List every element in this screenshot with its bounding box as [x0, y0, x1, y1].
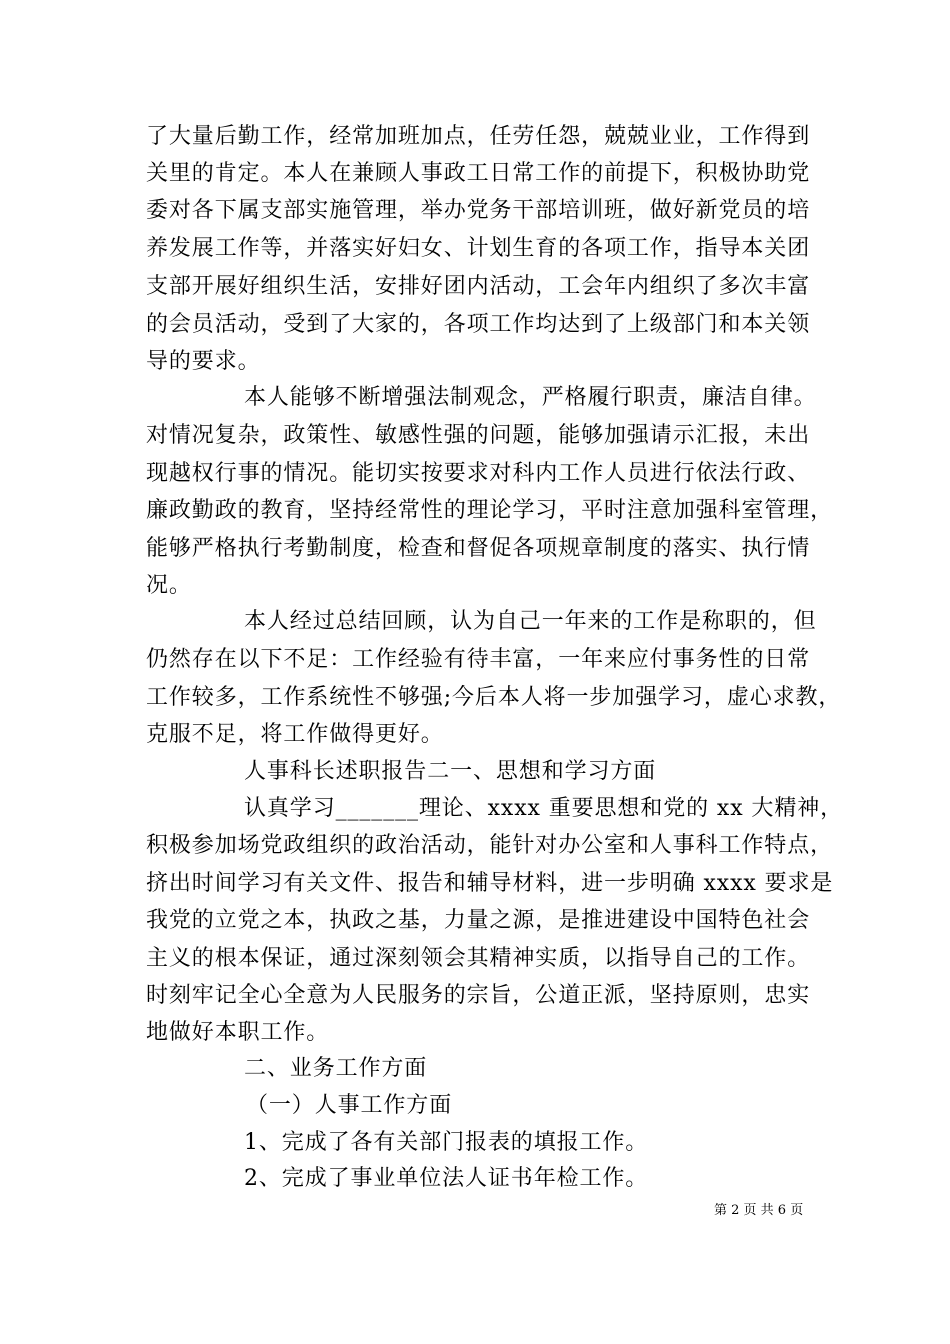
text-line: 工作较多，工作系统性不够强;今后本人将一步加强学习，虚心求教，	[146, 685, 842, 710]
section-heading: 人事科长述职报告二一、思想和学习方面	[244, 759, 657, 784]
text-line: 了大量后勤工作，经常加班加点，任劳任怨，兢兢业业，工作得到	[146, 124, 811, 149]
text-line: 廉政勤政的教育，坚持经常性的理论学习，平时注意加强科室管理，	[146, 498, 834, 523]
text-line: 时刻牢记全心全意为人民服务的宗旨，公道正派，坚持原则，忠实	[146, 983, 811, 1008]
subsection-heading: （一）人事工作方面	[246, 1093, 453, 1118]
paragraph-first-line: 本人能够不断增强法制观念，严格履行职责，廉洁自律。	[244, 385, 817, 410]
text-line: 委对各下属支部实施管理，举办党务干部培训班，做好新党员的培	[146, 198, 811, 223]
text-line: 主义的根本保证，通过深刻领会其精神实质，以指导自己的工作。	[146, 946, 811, 971]
list-item: 2、完成了事业单位法人证书年检工作。	[244, 1166, 649, 1191]
text-line: 导的要求。	[146, 349, 261, 374]
paragraph-first-line: 认真学习_______理论、xxxx 重要思想和党的 xx 大精神，	[244, 796, 844, 821]
text-line: 地做好本职工作。	[146, 1020, 330, 1045]
text-line: 对情况复杂，政策性、敏感性强的问题，能够加强请示汇报，未出	[146, 423, 811, 448]
text-line: 克服不足，将工作做得更好。	[146, 722, 444, 747]
text-line: 现越权行事的情况。能切实按要求对科内工作人员进行依法行政、	[146, 461, 811, 486]
text-line: 的会员活动，受到了大家的，各项工作均达到了上级部门和本关领	[146, 312, 811, 337]
text-line: 养发展工作等，并落实好妇女、计划生育的各项工作，指导本关团	[146, 236, 811, 261]
text-line: 能够严格执行考勤制度，检查和督促各项规章制度的落实、执行情	[146, 536, 811, 561]
text-line: 仍然存在以下不足：工作经验有待丰富，一年来应付事务性的日常	[146, 647, 811, 672]
page-number-footer: 第 2 页 共 6 页	[714, 1203, 804, 1218]
text-line: 况。	[146, 573, 192, 598]
text-line: 支部开展好组织生活，安排好团内活动，工会年内组织了多次丰富	[146, 274, 811, 299]
list-item: 1、完成了各有关部门报表的填报工作。	[244, 1130, 649, 1155]
paragraph-first-line: 本人经过总结回顾，认为自己一年来的工作是称职的，但	[244, 609, 817, 634]
text-line: 挤出时间学习有关文件、报告和辅导材料，进一步明确 xxxx 要求是	[146, 871, 834, 896]
text-line: 我党的立党之本，执政之基，力量之源，是推进建设中国特色社会	[146, 908, 811, 933]
section-heading: 二、业务工作方面	[244, 1056, 428, 1081]
text-line: 关里的肯定。本人在兼顾人事政工日常工作的前提下，积极协助党	[146, 161, 811, 186]
text-line: 积极参加场党政组织的政治活动，能针对办公室和人事科工作特点，	[146, 833, 834, 858]
